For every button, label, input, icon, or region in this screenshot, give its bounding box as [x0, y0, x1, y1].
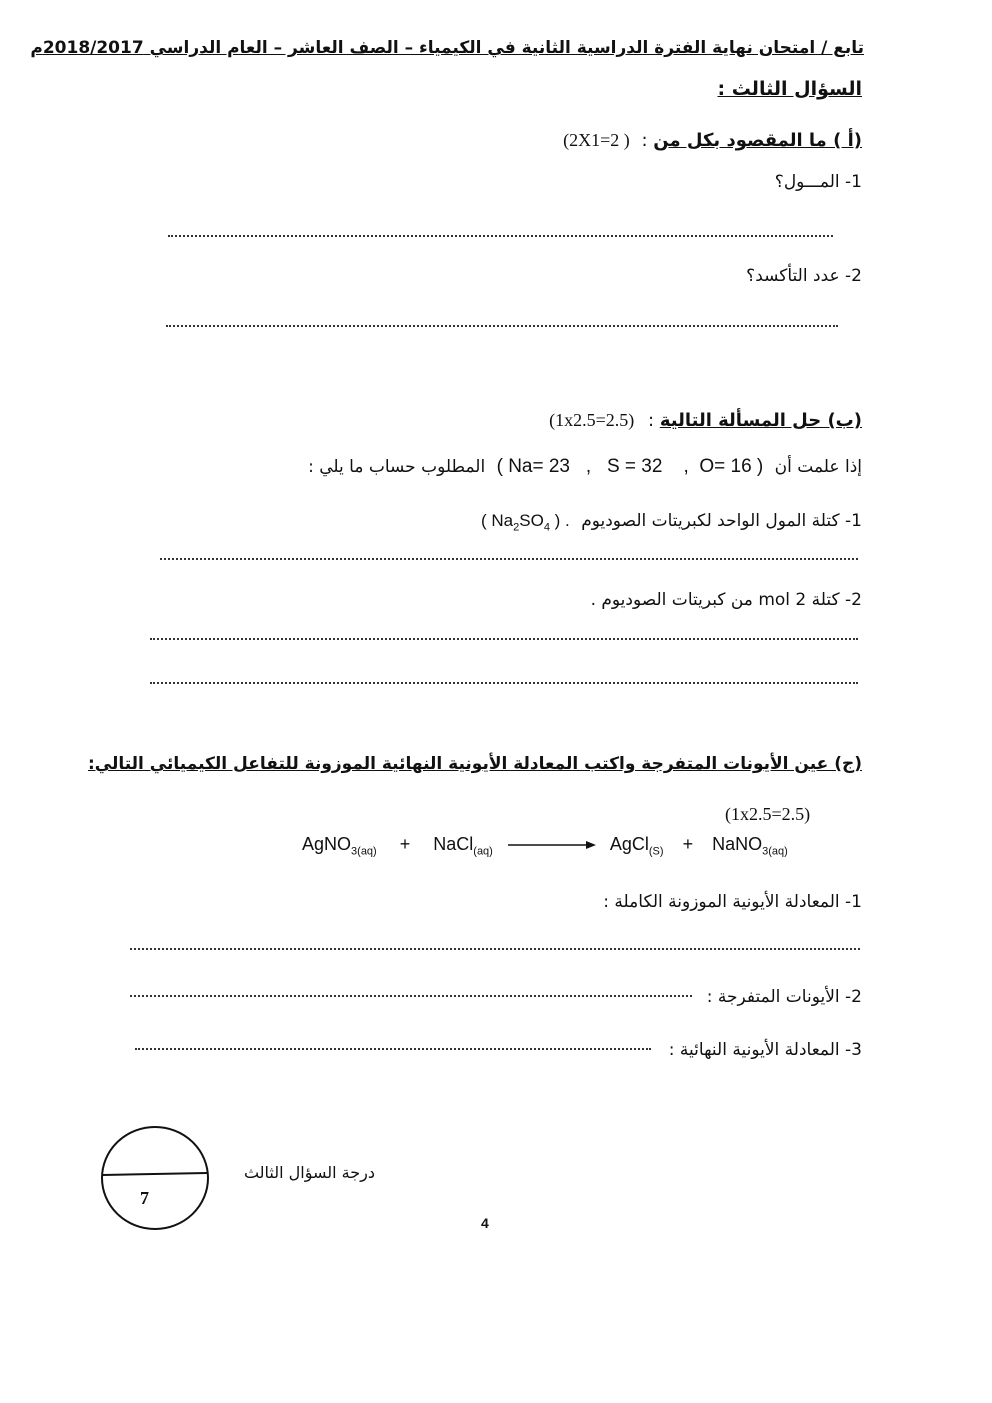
part-b-given: [308, 456, 862, 478]
part-b-header: [549, 410, 862, 431]
section-heading-text: السؤال الثالث :: [717, 78, 862, 100]
answer-line: [160, 558, 858, 560]
answer-line: [166, 325, 838, 327]
part-c-item-2: 2- الأيونات المتفرجة :: [706, 987, 862, 1007]
reactant-agno3: AgNO$_{3(aq)}$: [302, 834, 377, 858]
given-suffix: المطلوب حساب ما يلي :: [308, 457, 486, 477]
part-b-question-1: [481, 511, 862, 533]
question-1-text: 1- كتلة المول الواحد لكبريتات الصوديوم: [581, 511, 862, 531]
question-2-text: 2- كتلة 2 mol من كبريتات الصوديوم .: [590, 590, 862, 610]
plus-sign: +: [399, 834, 411, 854]
page-header-title: تابع / امتحان نهاية الفترة الدراسية الثانية في الكيمياء – الصف العاشر – العام الدراسي 2018/2017م: [30, 38, 864, 58]
reactant-nacl: NaCl$_{(aq)}$: [433, 834, 493, 858]
part-c-heading: (ج) عين الأيونات المتفرجة واكتب المعادلة الأيونية النهائية الموزونة للتفاعل الكيميائي التالي:: [87, 754, 862, 774]
part-a-header: [563, 130, 862, 151]
part-b-label: (ب) حل المسألة التالية: [659, 410, 862, 431]
chemical-equation: [302, 834, 788, 858]
score-value: 7: [140, 1188, 149, 1208]
given-values: ( Na= 23 , S = 32 , O= 16 ): [496, 456, 764, 477]
score-label: درجة السؤال الثالث: [243, 1163, 375, 1182]
part-a-label: (أ ) ما المقصود بكل من: [653, 130, 862, 151]
answer-line: [168, 235, 833, 237]
page-number: 4: [481, 1215, 489, 1231]
part-c-item-3: 3- المعادلة الأيونية النهائية :: [668, 1040, 862, 1060]
part-a-marks: ( 2X1=2): [563, 130, 630, 150]
section-heading: [717, 78, 862, 100]
product-nano3: NaNO$_{3(aq)}$: [712, 834, 788, 858]
product-agcl: AgCl$_{(S)}$: [609, 834, 664, 858]
part-a-item-2: 2- عدد التأكسد؟: [746, 266, 862, 286]
part-b-colon: :: [648, 410, 655, 431]
reaction-arrow-icon: [508, 835, 596, 856]
plus-sign: +: [682, 834, 694, 854]
given-prefix: إذا علمت أن: [774, 457, 862, 477]
part-b-marks: (1x2.5=2.5): [549, 410, 635, 430]
part-c-marks: (1x2.5=2.5): [725, 804, 811, 824]
answer-line: [150, 682, 858, 684]
part-c-item-1: 1- المعادلة الأيونية الموزونة الكاملة :: [603, 892, 862, 912]
part-a-colon: :: [641, 130, 648, 151]
answer-line: [150, 638, 858, 640]
score-circle: [100, 1125, 210, 1231]
part-b-question-2: [591, 590, 862, 610]
answer-line: [130, 948, 860, 950]
part-a-item-1: 1- المـــول؟: [774, 172, 862, 192]
answer-line: [130, 995, 692, 997]
answer-line: [135, 1048, 651, 1050]
na2so4-formula: ( $Na_2SO_4$ ) .: [481, 511, 570, 534]
